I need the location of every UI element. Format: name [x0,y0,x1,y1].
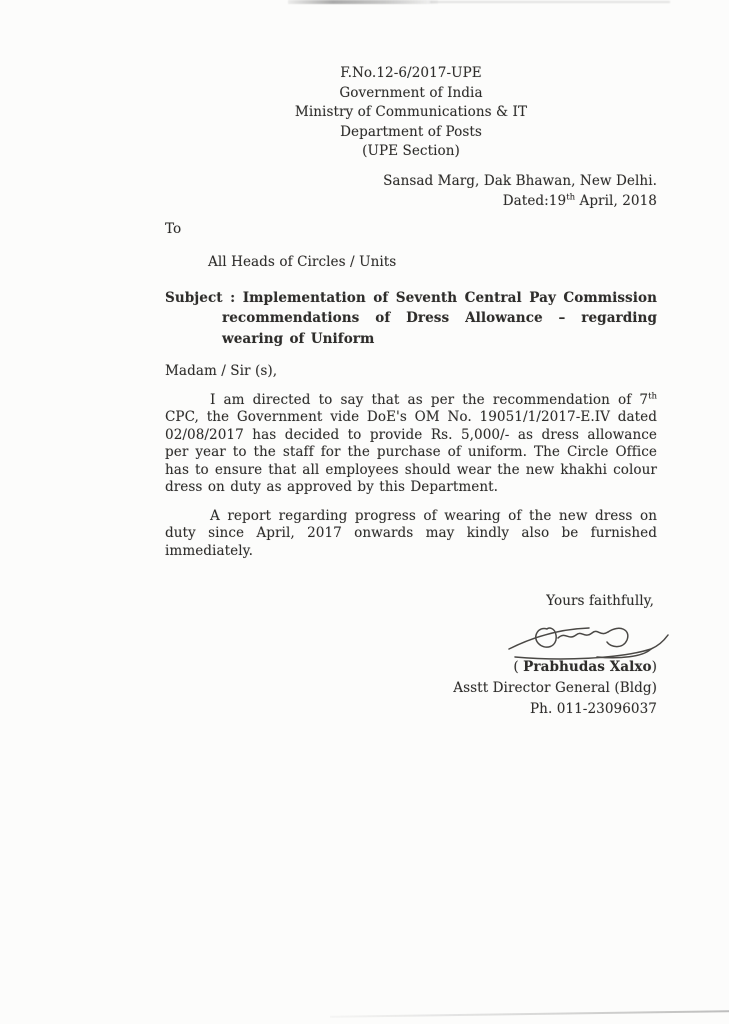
para1-text-before-sup: I am directed to say that as per the recommendation of 7 [210,391,649,408]
letter-content [165,64,657,721]
signatory-designation: Asstt Director General (Bldg) [453,679,657,696]
signatory-phone: Ph. 011-23096037 [529,701,657,717]
letterhead [165,64,657,162]
org-line-department: Department of Posts [340,123,482,140]
scan-line-bottom [330,1011,729,1018]
name-paren-close: ) [651,658,657,675]
subject-label: Subject [165,289,223,306]
recipient-to: To [165,220,182,237]
date-ordinal-superscript: th [566,192,576,202]
scan-smudge-top-right [430,1,670,3]
recipient-addressee: All Heads of Circles / Units [208,254,397,270]
file-number: F.No.12-6/2017-UPE [340,65,482,81]
subject-line [165,288,657,350]
signatory-name: Prabhudas Xalxo [523,658,652,675]
para1-ordinal-superscript: th [648,391,657,401]
para1-text-after-sup: CPC, the Government vide DoE's OM No. 19051/1/2017-E.IV dated 02/08/2017 has decided to provide Rs. 5,000/- as dress allowance per year to the staff for the purchase of uniform. The Circle Office has to ensure that all employees should wear the new khakhi colour dress on duty as approved by this Department. [165,409,657,495]
office-address: Sansad Marg, Dak Bhawan, New Delhi. [383,172,657,189]
body-paragraph-1 [165,392,657,497]
date-suffix: April, 2018 [575,192,657,209]
address-date-block [165,171,657,211]
org-line-ministry: Ministry of Communications & IT [294,104,528,120]
scan-smudge-top [288,0,438,4]
name-paren-open: ( [513,658,524,675]
subject-text: Implementation of Seventh Central Pay Commission recommendations of Dress Allowance – regarding wearing of Uniform [222,289,657,347]
org-line-section: (UPE Section) [362,143,460,159]
org-line-government: Government of India [339,84,483,101]
date-prefix: Dated:19 [502,192,567,209]
signatory-name-line [165,657,657,678]
body-paragraph-2: A report regarding progress of wearing of the new dress on duty since April, 2017 onwards may kindly also be furnished immediately. [165,507,657,559]
valediction: Yours faithfully, [546,593,654,609]
letter-date [165,191,657,211]
subject-separator: : [222,289,243,306]
signature-block [165,617,657,721]
greeting: Madam / Sir (s), [165,363,278,379]
